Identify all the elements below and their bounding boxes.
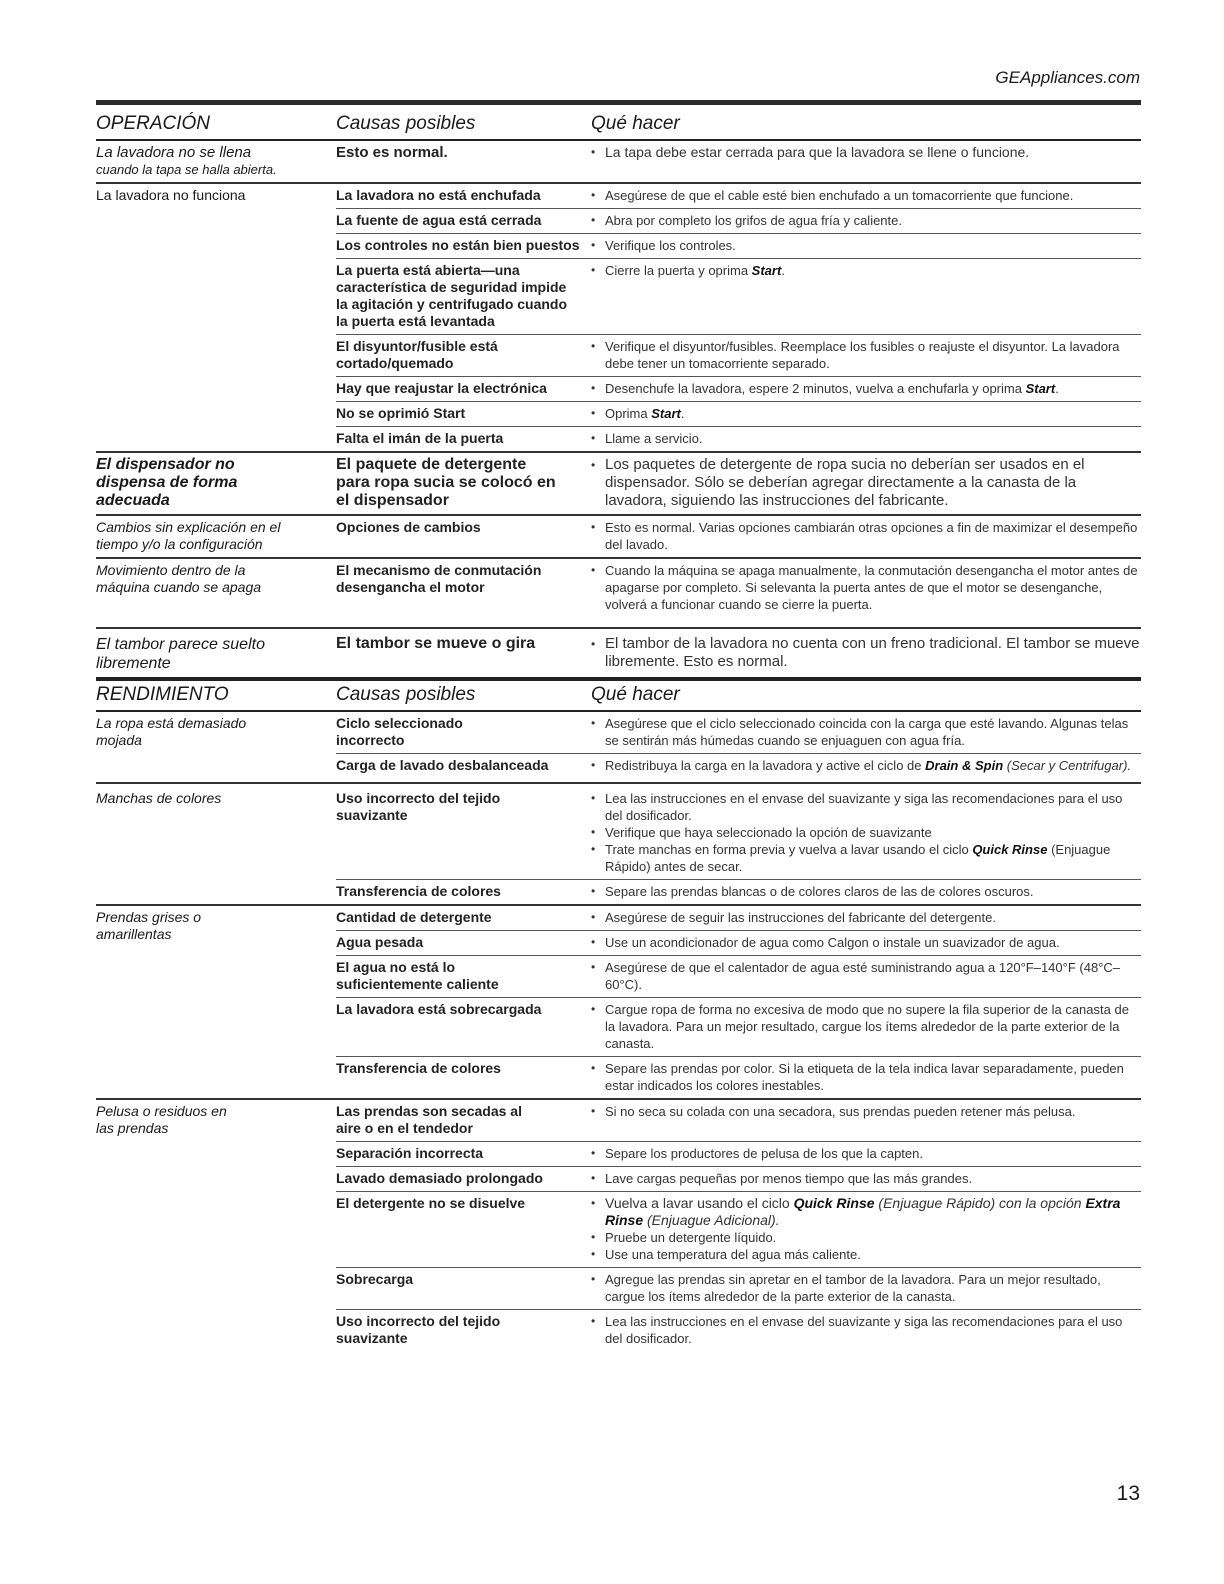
todo-cell [591, 1310, 1141, 1351]
cause-rows [336, 516, 1141, 557]
cause-cell: Uso incorrecto del tejido suavizante [336, 790, 501, 823]
todo-cell [591, 1057, 1141, 1098]
cause-cell: Opciones de cambios [336, 519, 481, 535]
bullet-text: • Oprima Start. [605, 406, 685, 421]
todo-cell [591, 629, 1141, 677]
bullet-text: • Asegúrese de que el cable esté bien enchufado a un tomacorriente que funcione. [605, 188, 1074, 203]
problem-group [96, 784, 1141, 906]
bullet-text: • Asegúrese que el ciclo seleccionado coincida con la carga que esté lavando. Algunas telas se sentirán más húmedas cuando se enjuaguen con agua fría. [605, 716, 1129, 748]
cause-cell: Cantidad de detergente [336, 909, 492, 925]
col-header-todo: Qué hacer [591, 113, 680, 134]
cause-cell: Sobrecarga [336, 1271, 414, 1287]
problem-group [96, 559, 1141, 629]
cause-cell: La puerta está abierta—una característica de seguridad impide la agitación y centrifugado cuando la puerta está levantada [336, 262, 568, 329]
cause-cell: El tambor se mueve o gira [336, 635, 536, 652]
cause-rows [336, 1100, 1141, 1351]
table-row [336, 516, 1141, 557]
bullet-item [591, 1195, 1141, 1229]
table-row [336, 559, 1141, 627]
todo-cell [591, 880, 1141, 904]
troubleshooting-table [96, 100, 1141, 1351]
todo-cell [591, 516, 1141, 557]
cause-cell: Lavado demasiado prolongado [336, 1170, 543, 1186]
todo-cell [591, 998, 1141, 1056]
todo-cell [591, 427, 1141, 451]
table-row [336, 906, 1141, 930]
table-row [336, 1100, 1141, 1141]
bullet-text: • Lea las instrucciones en el envase del suavizante y siga las recomendaciones para el uso del dosificador. [605, 1314, 1123, 1346]
col-header-causes: Causas posibles [336, 113, 476, 134]
cause-cell: Separación incorrecta [336, 1145, 484, 1161]
problem-label: El dispensador no dispensa de forma adecuada [96, 456, 238, 509]
todo-cell [591, 1268, 1141, 1309]
bullet-text: • Asegúrese de seguir las instrucciones del fabricante del detergente. [605, 910, 996, 925]
col-header-problem: OPERACIÓN [96, 113, 211, 134]
bullet-text: • Los paquetes de detergente de ropa sucia no deberían ser usados en el dispensador. Sólo se deberían agregar directamente a la canasta de la lavadora, siguiendo las instrucciones del fabricante. [605, 456, 1085, 509]
table-row [336, 1191, 1141, 1267]
bullet-text: • Asegúrese de que el calentador de agua esté suministrando agua a 120°F–140°F (48°C–60°C). [605, 960, 1120, 992]
problem-label: Pelusa o residuos en las prendas [96, 1103, 227, 1136]
bullet-item [591, 262, 1141, 279]
bullet-item [591, 405, 1141, 422]
table-row [336, 1166, 1141, 1191]
table-row [336, 997, 1141, 1056]
bullet-text: • El tambor de la lavadora no cuenta con un freno tradicional. El tambor se mueve libremente. Esto es normal. [605, 635, 1140, 670]
bullet-item [591, 715, 1141, 749]
cause-cell: El detergente no se disuelve [336, 1195, 526, 1211]
bullet-text: • Si no seca su colada con una secadora, sus prendas pueden retener más pelusa. [605, 1104, 1076, 1119]
problem-line: La lavadora no se llena [96, 144, 252, 161]
site-url: GEAppliances.com [995, 68, 1140, 87]
bullet-text: • Llame a servicio. [605, 431, 703, 446]
table-row [336, 426, 1141, 451]
problem-label: La lavadora no funciona [96, 187, 246, 203]
todo-cell [591, 209, 1141, 233]
cause-cell: Falta el imán de la puerta [336, 430, 504, 446]
page-number: 13 [1116, 1482, 1140, 1505]
bullet-text: • Verifique los controles. [605, 238, 736, 253]
bullet-item [591, 380, 1141, 397]
problem-group [96, 1100, 1141, 1351]
bullet-item [591, 144, 1141, 161]
cause-cell: El paquete de detergente para ropa sucia se colocó en el dispensador [336, 456, 556, 509]
table-row [336, 1309, 1141, 1351]
bullet-text: • Separe las prendas blancas o de colores claros de las de colores oscuros. [605, 884, 1034, 899]
table-row [336, 955, 1141, 997]
problem-label: El tambor parece suelto libremente [96, 636, 265, 672]
table-row [336, 930, 1141, 955]
cause-rows [336, 559, 1141, 627]
bullet-text: • Esto es normal. Varias opciones cambiarán otras opciones a fin de maximizar el desempeño del lavado. [605, 520, 1138, 552]
problem-line: cuando la tapa se halla abierta. [96, 162, 277, 177]
bullet-item [591, 1246, 1141, 1263]
bullet-text: • Cierre la puerta y oprima Start. [605, 263, 785, 278]
todo-cell [591, 1167, 1141, 1191]
col-header-todo: Qué hacer [591, 684, 680, 705]
cause-rows [336, 712, 1141, 782]
bullet-item [591, 237, 1141, 254]
cause-rows [336, 906, 1141, 1098]
bullet-text: • Redistribuya la carga en la lavadora y active el ciclo de Drain & Spin (Secar y Centrifugar). [605, 758, 1132, 773]
todo-cell [591, 1100, 1141, 1141]
option-label: Extra Rinse [605, 1195, 1121, 1228]
bullet-text: • Verifique el disyuntor/fusibles. Reemplace los fusibles o reajuste el disyuntor. La lavadora debe tener un tomacorriente separado. [605, 339, 1120, 371]
problem-group [96, 906, 1141, 1100]
bullet-text: • Cuando la máquina se apaga manualmente, la conmutación desengancha el motor antes de apagarse por completo. Si selevanta la puerta antes de que el motor se desenganche, volverá a funcionar cuando se cierre la puerta. [605, 563, 1138, 612]
bullet-text: • La tapa debe estar cerrada para que la lavadora se llene o funcione. [605, 144, 1030, 160]
todo-cell [591, 259, 1141, 334]
cause-rows [336, 184, 1141, 451]
problem-group [96, 712, 1141, 784]
problem-label: La ropa está demasiado mojada [96, 715, 247, 748]
bullet-text: • Use un acondicionador de agua como Calgon o instale un suavizador de agua. [605, 935, 1060, 950]
todo-cell [591, 377, 1141, 401]
cause-cell: La fuente de agua está cerrada [336, 212, 542, 228]
bullet-item [591, 187, 1141, 204]
bullet-text: • Desenchufe la lavadora, espere 2 minutos, vuelva a enchufarla y oprima Start. [605, 381, 1059, 396]
bullet-item [591, 1229, 1141, 1246]
bullet-text: • Cargue ropa de forma no excesiva de modo que no supere la fila superior de la canasta de la lavadora. Para un mejor resultado, cargue los ítems alrededor de la parte exterior de la canasta. [605, 1002, 1129, 1051]
table-row [336, 712, 1141, 753]
cycle-label: Drain & Spin [925, 758, 1004, 773]
col-header-problem: RENDIMIENTO [96, 684, 229, 705]
cause-cell: Ciclo seleccionado incorrecto [336, 715, 463, 748]
problem-group [96, 516, 1141, 559]
table-row [336, 753, 1141, 782]
cause-rows [336, 629, 1141, 677]
todo-cell [591, 453, 1141, 514]
cause-cell: Transferencia de colores [336, 883, 501, 899]
cause-cell: La lavadora no está enchufada [336, 187, 541, 203]
bullet-item [591, 338, 1141, 372]
bullet-text: • Lave cargas pequeñas por menos tiempo que las más grandes. [605, 1171, 973, 1186]
bullet-text: • Vuelva a lavar usando el ciclo Quick Rinse (Enjuague Rápido) con la opción Extra Rinse (Enjuague Adicional). [605, 1195, 1121, 1228]
rendimiento-header [96, 681, 1141, 712]
cause-rows [336, 784, 1141, 904]
problem-label: Prendas grises o amarillentas [96, 909, 202, 942]
table-row [336, 376, 1141, 401]
todo-cell [591, 141, 1141, 165]
cause-cell: Los controles no están bien puestos [336, 237, 580, 253]
bullet-text: • Separe los productores de pelusa de los que la capten. [605, 1146, 923, 1161]
todo-cell [591, 402, 1141, 426]
cause-cell: Uso incorrecto del tejido suavizante [336, 1313, 501, 1346]
operacion-header [96, 105, 1141, 141]
cause-cell: Agua pesada [336, 934, 424, 950]
bullet-text: • Use una temperatura del agua más caliente. [605, 1247, 861, 1262]
table-row [336, 879, 1141, 904]
bullet-item [591, 1060, 1141, 1094]
todo-cell [591, 335, 1141, 376]
table-row [336, 208, 1141, 233]
table-row [336, 1056, 1141, 1098]
bullet-item [591, 1170, 1141, 1187]
bullet-item [591, 1271, 1141, 1305]
bullet-item [591, 562, 1141, 613]
problem-label: Cambios sin explicación en el tiempo y/o la configuración [96, 519, 281, 552]
problem-group [96, 453, 1141, 516]
todo-cell [591, 234, 1141, 258]
bullet-item [591, 757, 1141, 774]
table-row [336, 258, 1141, 334]
bullet-text: • Agregue las prendas sin apretar en el tambor de la lavadora. Para un mejor resultado, cargue los ítems alrededor de la parte exterior de la canasta. [605, 1272, 1101, 1304]
table-row [336, 401, 1141, 426]
table-row [336, 334, 1141, 376]
cause-rows [336, 141, 1141, 182]
bullet-item [591, 1001, 1141, 1052]
problem-group [96, 141, 1141, 184]
todo-cell [591, 184, 1141, 208]
bullet-item [591, 519, 1141, 553]
bullet-item [591, 430, 1141, 447]
todo-cell [591, 1142, 1141, 1166]
problem-group [96, 629, 1141, 681]
problem-label: Manchas de colores [96, 790, 222, 806]
todo-cell [591, 712, 1141, 753]
bullet-item [591, 841, 1141, 875]
bullet-item [591, 1103, 1141, 1120]
button-label-start: Start [1025, 381, 1056, 396]
bullet-item [591, 456, 1141, 510]
bullet-item [591, 212, 1141, 229]
bullet-item [591, 790, 1141, 824]
cause-rows [336, 453, 1141, 514]
cause-cell: Las prendas son secadas al aire o en el tendedor [336, 1103, 522, 1136]
cause-cell: El agua no está lo suficientemente caliente [336, 959, 499, 992]
bullet-text: • Separe las prendas por color. Si la etiqueta de la tela indica lavar separadamente, pueden estar indicados los colores inestables. [605, 1061, 1124, 1093]
table-row [336, 141, 1141, 165]
todo-cell [591, 956, 1141, 997]
bullet-text: • Lea las instrucciones en el envase del suavizante y siga las recomendaciones para el uso del dosificador. [605, 791, 1123, 823]
bullet-item [591, 635, 1141, 671]
cycle-label: Quick Rinse [793, 1195, 875, 1211]
bullet-item [591, 909, 1141, 926]
cause-cell: No se oprimió Start [336, 405, 466, 421]
cause-cell: El mecanismo de conmutación desengancha el motor [336, 562, 542, 595]
cause-cell: El disyuntor/fusible está cortado/quemado [336, 338, 498, 371]
bullet-item [591, 1145, 1141, 1162]
table-row [336, 184, 1141, 208]
table-row [336, 1267, 1141, 1309]
cycle-label: Quick Rinse [972, 842, 1048, 857]
bullet-text: • Verifique que haya seleccionado la opción de suavizante [605, 825, 932, 840]
cause-cell: Hay que reajustar la electrónica [336, 380, 547, 396]
todo-cell [591, 1192, 1141, 1267]
button-label-start: Start [651, 406, 681, 421]
todo-cell [591, 931, 1141, 955]
bullet-item [591, 824, 1141, 841]
problem-label: Movimiento dentro de la máquina cuando se apaga [96, 562, 262, 595]
cause-cell: Carga de lavado desbalanceada [336, 757, 549, 773]
problem-label [96, 141, 336, 182]
cause-cell: La lavadora está sobrecargada [336, 1001, 542, 1017]
bullet-text: • Abra por completo los grifos de agua fría y caliente. [605, 213, 902, 228]
todo-cell [591, 754, 1141, 782]
table-row [336, 629, 1141, 677]
todo-cell [591, 906, 1141, 930]
bullet-item [591, 934, 1141, 951]
cause-cell: Transferencia de colores [336, 1060, 501, 1076]
table-row [336, 233, 1141, 258]
bullet-text: • Trate manchas en forma previa y vuelva a lavar usando el ciclo Quick Rinse (Enjuague Rápido) antes de secar. [605, 842, 1111, 874]
button-label-start: Start [751, 263, 782, 278]
table-row [336, 453, 1141, 514]
bullet-item [591, 883, 1141, 900]
bullet-text: • Pruebe un detergente líquido. [605, 1230, 777, 1245]
todo-cell [591, 559, 1141, 627]
table-row [336, 784, 1141, 879]
col-header-causes: Causas posibles [336, 684, 476, 705]
todo-cell [591, 784, 1141, 879]
problem-group [96, 184, 1141, 453]
bullet-item [591, 959, 1141, 993]
table-row [336, 1141, 1141, 1166]
bullet-item [591, 1313, 1141, 1347]
cause-cell: Esto es normal. [336, 144, 448, 161]
